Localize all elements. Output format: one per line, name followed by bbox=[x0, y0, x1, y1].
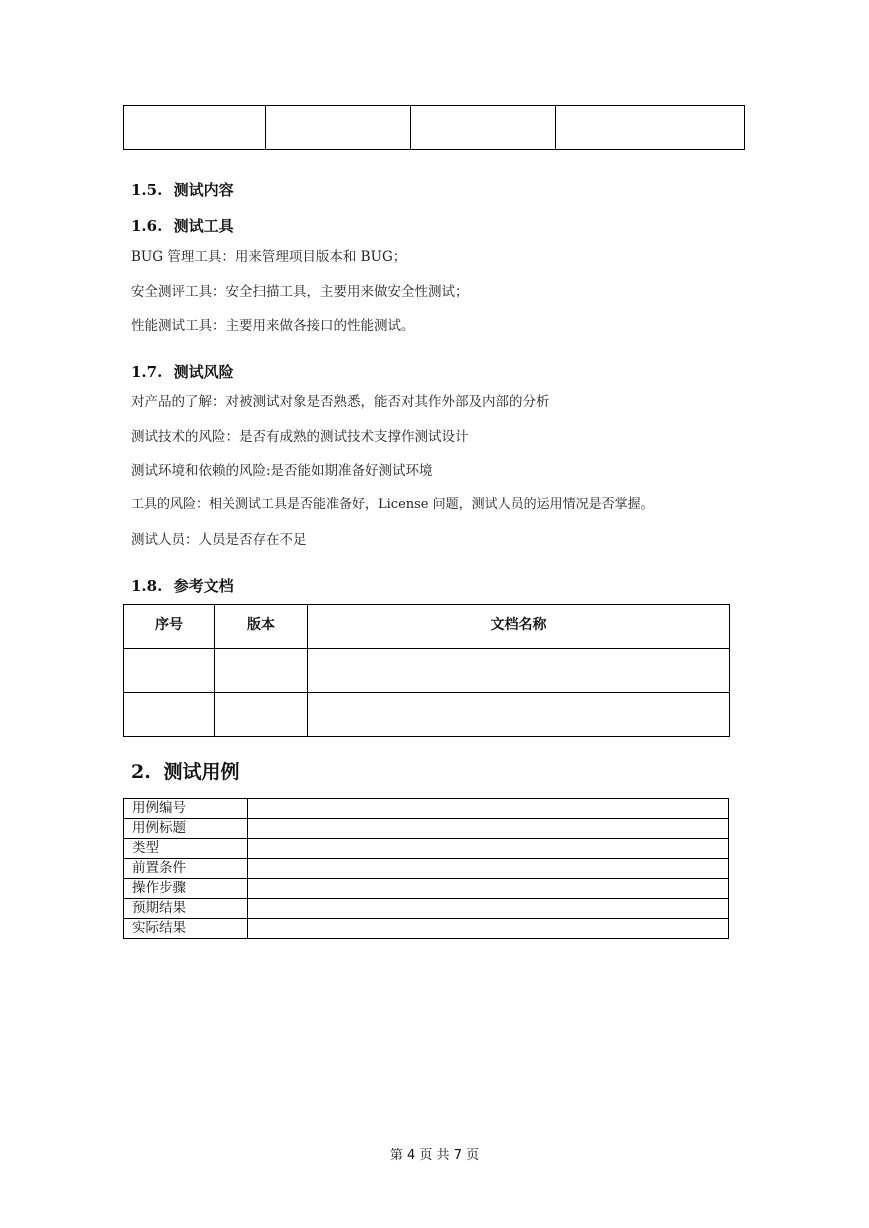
table-cell bbox=[308, 693, 730, 737]
test-case-table bbox=[123, 798, 729, 939]
table-cell bbox=[215, 649, 308, 693]
paragraph: 测试环境和依赖的风险:是否能如期准备好测试环境 bbox=[131, 463, 433, 479]
section-number: 1.5. bbox=[131, 181, 163, 199]
paragraph: 对产品的了解：对被测试对象是否熟悉，能否对其作外部及内部的分析 bbox=[131, 394, 550, 410]
table-cell bbox=[124, 693, 215, 737]
column-header-version: 版本 bbox=[215, 605, 308, 649]
section-number: 1.6. bbox=[131, 217, 163, 235]
paragraph: 测试人员：人员是否存在不足 bbox=[131, 532, 307, 548]
table-row bbox=[124, 799, 729, 819]
table-row bbox=[124, 693, 730, 737]
table-row bbox=[124, 919, 729, 939]
page-footer: 第 4 页 共 7 页 bbox=[389, 1148, 480, 1163]
reference-docs-table bbox=[123, 604, 730, 737]
column-header-doc-name: 文档名称 bbox=[308, 605, 730, 649]
field-label: 操作步骤 bbox=[124, 879, 248, 899]
field-value bbox=[248, 819, 729, 839]
field-label: 前置条件 bbox=[124, 859, 248, 879]
table-cell bbox=[124, 106, 266, 150]
paragraph: 测试技术的风险：是否有成熟的测试技术支撑作测试设计 bbox=[131, 429, 469, 445]
table-row bbox=[124, 839, 729, 859]
field-label: 用例编号 bbox=[124, 799, 248, 819]
table-header-row bbox=[124, 605, 730, 649]
section-title: 测试内容 bbox=[173, 181, 234, 199]
heading-1-5 bbox=[131, 179, 234, 200]
table-row bbox=[124, 879, 729, 899]
section-title: 测试风险 bbox=[173, 363, 234, 381]
field-value bbox=[248, 879, 729, 899]
field-label: 用例标题 bbox=[124, 819, 248, 839]
table-cell bbox=[215, 693, 308, 737]
field-label: 实际结果 bbox=[124, 919, 248, 939]
field-value bbox=[248, 859, 729, 879]
section-title: 参考文档 bbox=[173, 577, 234, 595]
table-cell bbox=[266, 106, 411, 150]
section-number: 1.8. bbox=[131, 577, 163, 595]
section-number: 2. bbox=[131, 761, 151, 783]
heading-2 bbox=[131, 757, 239, 784]
table-row bbox=[124, 899, 729, 919]
paragraph: 工具的风险：相关测试工具是否能准备好，License 问题，测试人员的运用情况是否掌握。 bbox=[131, 497, 654, 512]
field-value bbox=[248, 839, 729, 859]
heading-1-8 bbox=[131, 575, 234, 596]
table-row bbox=[124, 106, 745, 150]
paragraph: 安全测评工具：安全扫描工具，主要用来做安全性测试； bbox=[131, 284, 469, 300]
table-row bbox=[124, 859, 729, 879]
column-header-index: 序号 bbox=[124, 605, 215, 649]
heading-1-6 bbox=[131, 215, 234, 236]
section-title: 测试工具 bbox=[173, 217, 234, 235]
field-value bbox=[248, 919, 729, 939]
field-label: 预期结果 bbox=[124, 899, 248, 919]
section-title: 测试用例 bbox=[163, 761, 240, 783]
table-cell bbox=[411, 106, 556, 150]
section-number: 1.7. bbox=[131, 363, 163, 381]
top-table bbox=[123, 105, 745, 150]
table-row bbox=[124, 649, 730, 693]
heading-1-7 bbox=[131, 361, 234, 382]
field-value bbox=[248, 899, 729, 919]
paragraph: BUG 管理工具：用来管理项目版本和 BUG； bbox=[131, 249, 407, 265]
table-cell bbox=[308, 649, 730, 693]
paragraph: 性能测试工具：主要用来做各接口的性能测试。 bbox=[131, 318, 415, 334]
table-cell bbox=[124, 649, 215, 693]
field-value bbox=[248, 799, 729, 819]
table-row bbox=[124, 819, 729, 839]
table-cell bbox=[556, 106, 745, 150]
field-label: 类型 bbox=[124, 839, 248, 859]
